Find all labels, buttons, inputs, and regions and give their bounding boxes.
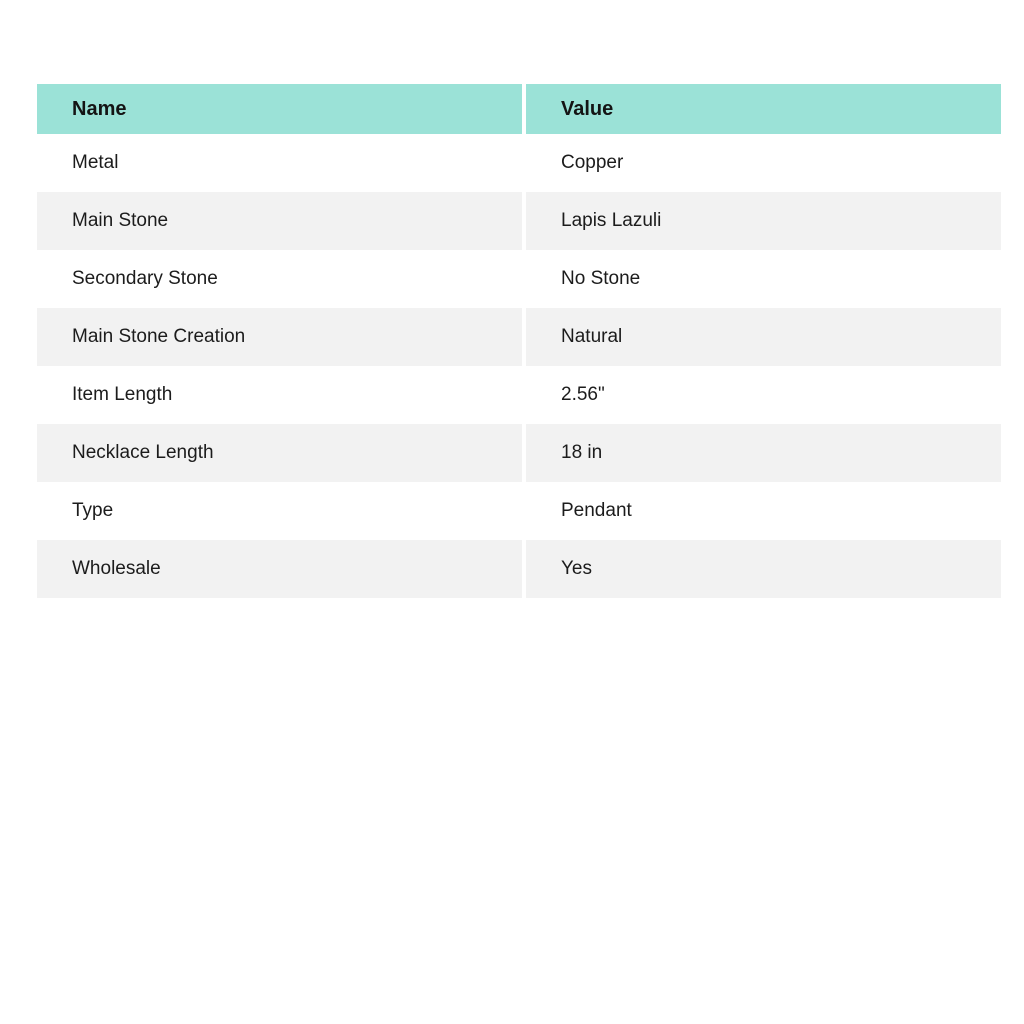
attribute-value-cell: Copper [524, 134, 1001, 192]
attribute-name-cell: Main Stone Creation [37, 308, 524, 366]
attribute-value-cell: Yes [524, 540, 1001, 598]
table-row [37, 192, 1001, 250]
name-column-header: Name [37, 84, 524, 134]
attribute-name-cell: Item Length [37, 366, 524, 424]
product-attributes-table [37, 84, 1001, 598]
table-row [37, 366, 1001, 424]
attribute-value-cell: Pendant [524, 482, 1001, 540]
table-row [37, 540, 1001, 598]
attribute-name-cell: Wholesale [37, 540, 524, 598]
attribute-name-cell: Necklace Length [37, 424, 524, 482]
table-row [37, 482, 1001, 540]
table-row [37, 424, 1001, 482]
attribute-name-cell: Metal [37, 134, 524, 192]
attribute-value-cell: 2.56" [524, 366, 1001, 424]
table-row [37, 308, 1001, 366]
attribute-value-cell: Natural [524, 308, 1001, 366]
attribute-name-cell: Main Stone [37, 192, 524, 250]
table-row [37, 134, 1001, 192]
attribute-value-cell: No Stone [524, 250, 1001, 308]
attribute-value-cell: 18 in [524, 424, 1001, 482]
table-row [37, 250, 1001, 308]
table-header-row [37, 84, 1001, 134]
attribute-name-cell: Secondary Stone [37, 250, 524, 308]
attribute-value-cell: Lapis Lazuli [524, 192, 1001, 250]
attribute-name-cell: Type [37, 482, 524, 540]
value-column-header: Value [524, 84, 1001, 134]
